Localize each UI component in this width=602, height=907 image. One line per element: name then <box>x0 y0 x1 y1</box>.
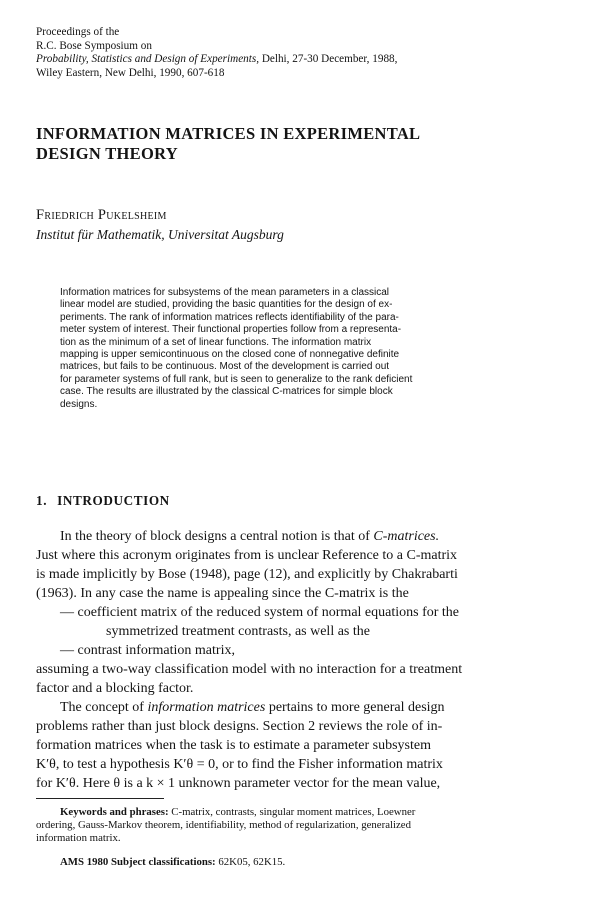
body-line: In the theory of block designs a central notion is that of C-matrices. <box>60 529 440 544</box>
title-line: DESIGN THEORY <box>36 144 178 163</box>
body-line: factor and a blocking factor. <box>36 681 194 696</box>
proceedings-line <box>36 53 576 67</box>
body-line: problems rather than just block designs. Section 2 reviews the role of in- <box>36 719 443 734</box>
body-line: assuming a two-way classification model with no interaction for a treatment <box>36 662 463 677</box>
body-line: — coefficient matrix of the reduced system of normal equations for the <box>60 605 459 620</box>
term-information-matrices: information matrices <box>147 700 266 715</box>
body-line: is made implicitly by Bose (1948), page (12), and explicitly by Chakrabarti <box>36 567 458 582</box>
footnote-line: Keywords and phrases: C-matrix, contrasts, singular moment matrices, Loewner <box>60 806 416 818</box>
keywords-label: Keywords and phrases: <box>60 806 169 818</box>
paper-title <box>36 124 556 164</box>
abstract-line: case. The results are illustrated by the classical C-matrices for simple block <box>60 386 393 398</box>
author-name: Friedrich Pukelsheim <box>36 207 167 223</box>
footnote-line: ordering, Gauss-Markov theorem, identifiability, method of regularization, generalized <box>36 819 411 831</box>
proceedings-line: R.C. Bose Symposium on <box>36 39 152 52</box>
abstract-line: tion as the minimum of a set of linear functions. The information matrix <box>60 336 372 348</box>
keywords-footnote <box>36 806 576 845</box>
body-text <box>36 527 566 793</box>
section-title: INTRODUCTION <box>57 493 170 508</box>
proceedings-venue: Delhi, 27-30 December, 1988, <box>259 53 398 65</box>
footnote-rule <box>36 798 164 799</box>
abstract-line: for parameter systems of full rank, but is seen to generalize to the rank deficient <box>60 373 413 385</box>
proceedings-line: Wiley Eastern, New Delhi, 1990, 607-618 <box>36 66 225 79</box>
body-line: formation matrices when the task is to estimate a parameter subsystem <box>36 738 431 753</box>
abstract-line: mapping is upper semicontinuous on the closed cone of nonnegative definite <box>60 349 400 361</box>
body-line: Just where this acronym originates from is unclear Reference to a C-matrix <box>36 548 458 563</box>
abstract-line: meter system of interest. Their functional properties follow from a representa- <box>60 324 402 336</box>
body-line: for K′θ. Here θ is a k × 1 unknown parameter vector for the mean value, <box>36 776 441 791</box>
abstract-line: periments. The rank of information matrices reflects identifiability of the para- <box>60 311 399 323</box>
footnote-line: information matrix. <box>36 832 121 844</box>
title-line: INFORMATION MATRICES IN EXPERIMENTAL <box>36 124 421 143</box>
body-line: — contrast information matrix, <box>60 643 235 658</box>
proceedings-line: Proceedings of the <box>36 26 120 38</box>
author-affiliation: Institut für Mathematik, Universitat Augsburg <box>36 227 284 242</box>
body-line: The concept of information matrices pertains to more general design <box>60 700 445 715</box>
proceedings-header <box>36 26 576 80</box>
section-number: 1. <box>36 493 48 508</box>
body-line: (1963). In any case the name is appealing since the C-matrix is the <box>36 586 409 601</box>
body-line: symmetrized treatment contrasts, as well as the <box>106 624 370 639</box>
section-heading <box>36 493 180 509</box>
term-c-matrices: C-matrices. <box>373 529 440 544</box>
ams-classification <box>60 856 285 868</box>
ams-label: AMS 1980 Subject classifications: <box>60 856 216 868</box>
abstract-line: matrices, but fails to be continuous. Most of the development is carried out <box>60 361 390 373</box>
abstract-line: linear model are studied, providing the basic quantities for the design of ex- <box>60 299 393 311</box>
abstract-line: designs. <box>60 398 98 410</box>
proceedings-title-italic: Probability, Statistics and Design of Experiments, <box>36 53 260 65</box>
body-line: K′θ, to test a hypothesis K′θ = 0, or to find the Fisher information matrix <box>36 757 443 772</box>
abstract <box>60 287 506 411</box>
ams-value: 62K05, 62K15. <box>215 856 286 868</box>
abstract-line: Information matrices for subsystems of the mean parameters in a classical <box>60 287 390 298</box>
